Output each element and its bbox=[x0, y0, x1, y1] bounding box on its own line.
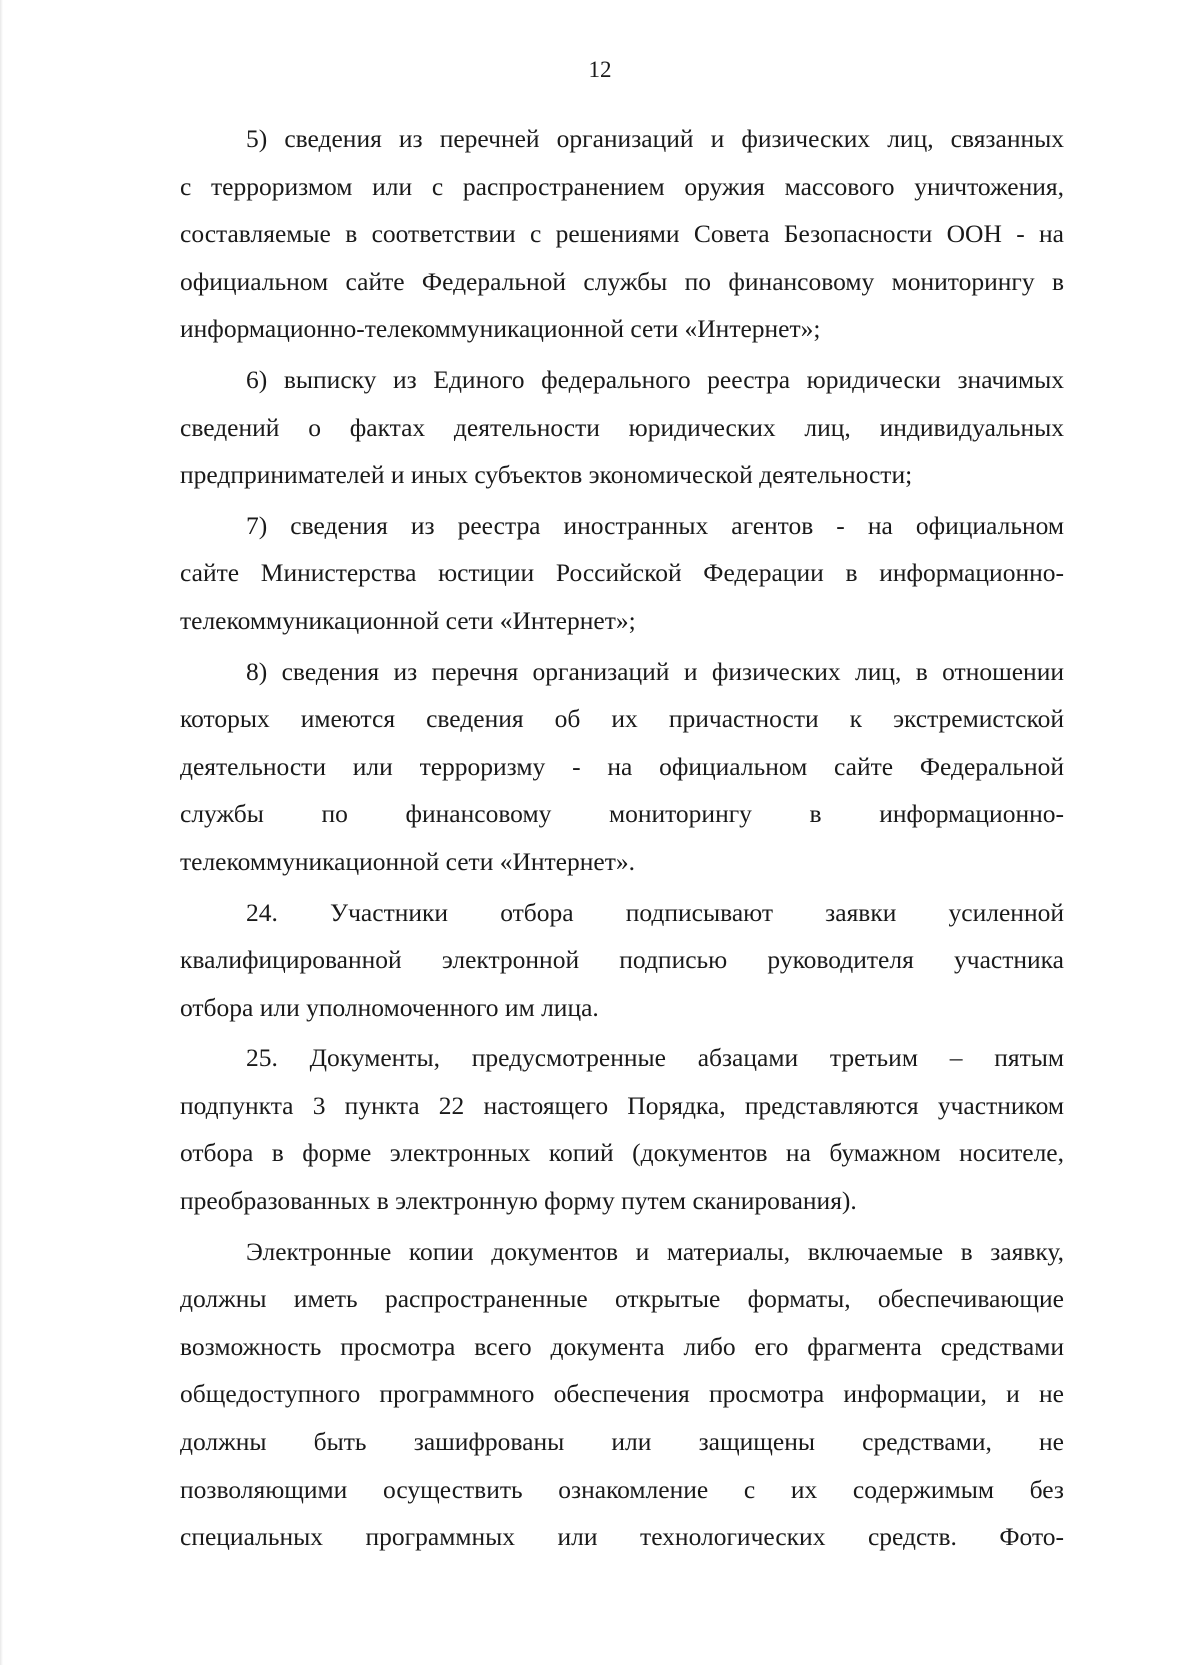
text-line: отбора или уполномоченного им лица. bbox=[180, 992, 599, 1022]
text-line: 25. Документы, предусмотренные абзацами третьим – пятым bbox=[246, 1043, 1064, 1073]
text-line: предпринимателей и иных субъектов экономической деятельности; bbox=[180, 460, 913, 490]
paragraph-p-electronic bbox=[180, 1228, 1064, 1561]
text-line: составляемые в соответствии с решениями Совета Безопасности ООН - на bbox=[180, 219, 1064, 249]
text-line: возможность просмотра всего документа либо его фрагмента средствами bbox=[180, 1331, 1064, 1361]
text-line: информационно-телекоммуникационной сети «Интернет»; bbox=[180, 314, 821, 344]
text-line: службы по финансовому мониторингу в информационно- bbox=[180, 799, 1064, 829]
text-line: преобразованных в электронную форму путем сканирования). bbox=[180, 1186, 857, 1216]
text-line: подпункта 3 пункта 22 настоящего Порядка, представляются участником bbox=[180, 1090, 1064, 1120]
text-line: квалифицированной электронной подписью руководителя участника bbox=[180, 945, 1064, 975]
text-line: 5) сведения из перечней организаций и физических лиц, связанных bbox=[246, 124, 1064, 153]
text-line: должны иметь распространенные открытые форматы, обеспечивающие bbox=[180, 1284, 1064, 1314]
paragraph-p5 bbox=[180, 115, 1064, 353]
paragraph-p8 bbox=[180, 648, 1064, 886]
text-line: специальных программных или технологических средств. Фото- bbox=[180, 1522, 1064, 1552]
text-line: общедоступного программного обеспечения просмотра информации, и не bbox=[180, 1379, 1064, 1409]
paragraph-p24 bbox=[180, 889, 1064, 1032]
text-line: деятельности или терроризму - на официальном сайте Федеральной bbox=[180, 751, 1064, 781]
text-line: отбора в форме электронных копий (документов на бумажном носителе, bbox=[180, 1138, 1064, 1168]
text-line: сведений о фактах деятельности юридических лиц, индивидуальных bbox=[180, 412, 1064, 442]
text-line: с терроризмом или с распространением оружия массового уничтожения, bbox=[180, 171, 1064, 201]
paragraph-p7 bbox=[180, 502, 1064, 645]
page-number: 12 bbox=[588, 57, 612, 82]
text-line: телекоммуникационной сети «Интернет». bbox=[180, 846, 635, 876]
scan-edge-shadow bbox=[0, 0, 3, 1665]
text-line: позволяющими осуществить ознакомление с их содержимым без bbox=[180, 1474, 1064, 1504]
text-line: которых имеются сведения об их причастности к экстремистской bbox=[180, 704, 1064, 734]
text-line: 8) сведения из перечня организаций и физических лиц, в отношении bbox=[246, 656, 1064, 686]
text-line: должны быть зашифрованы или защищены средствами, не bbox=[180, 1427, 1064, 1457]
text-line: 24. Участники отбора подписывают заявки усиленной bbox=[246, 897, 1064, 927]
text-line: 7) сведения из реестра иностранных агентов - на официальном bbox=[246, 510, 1064, 540]
text-line: телекоммуникационной сети «Интернет»; bbox=[180, 605, 636, 635]
text-line: официальном сайте Федеральной службы по финансовому мониторингу в bbox=[180, 266, 1064, 296]
text-line: 6) выписку из Единого федерального реестра юридически значимых bbox=[246, 364, 1064, 394]
paragraph-p6 bbox=[180, 356, 1064, 499]
text-line: сайте Министерства юстиции Российской Федерации в информационно- bbox=[180, 558, 1064, 588]
paragraph-p25 bbox=[180, 1034, 1064, 1224]
document-body bbox=[180, 115, 1064, 1561]
text-line: Электронные копии документов и материалы, включаемые в заявку, bbox=[246, 1236, 1064, 1266]
